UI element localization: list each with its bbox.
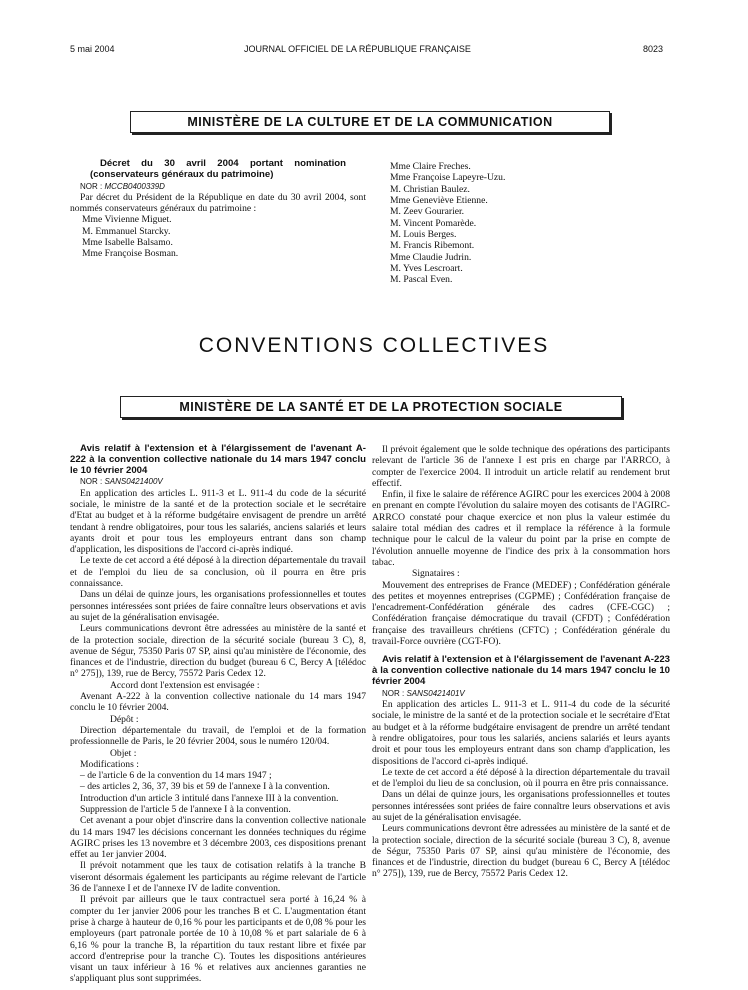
avis1-paragraph: Il prévoit notamment que les taux de cotisation relatifs à la tranche B viseront désormais également les participants au régime relevant de l'article 36 de l'annexe I et de l'annexe IV de ladite convention. [70, 860, 366, 895]
avis-column-right [372, 444, 670, 880]
avis1-signataires-label: Signataires : [412, 568, 460, 580]
list-item: Mme Vivienne Miguet. [82, 214, 172, 226]
list-item: Mme Claudie Judrin. [390, 251, 472, 263]
list-item: M. Vincent Pomarède. [390, 217, 477, 229]
avis1-paragraph: Il prévoit par ailleurs que le taux contractuel sera porté à 16,24 % à compter du 1er janvier 2006 pour les tranches B et C. L'augmentation étant prise à charge à hauteur de 0,16 % pour les participants et de 0,08 % pour les employeurs (part patronale portée de 10 à 10,08 % et part salariale de 6 à 6,16 % pour la tranche B, la répartition du taux restant libre et fixée par accord d'entreprise pour la tranche C). Toutes les dispositions antérieures visant un taux inférieur à 16 % et relatives aux anciennes garanties ne s'appliquant plus sont supprimées. [70, 894, 366, 985]
list-item: – des articles 2, 36, 37, 39 bis et 59 de l'annexe I à la convention. [80, 781, 330, 793]
avis2-nor: NOR : SANS0421401V [382, 688, 465, 698]
avis1-paragraph: Dans un délai de quinze jours, les organisations professionnelles et toutes personnes intéressées sont priées de faire connaître leurs observations et avis au sujet de la généralisation envisagée. [70, 589, 366, 623]
list-item: M. Christian Baulez. [390, 183, 470, 195]
avis1-accord-text: Avenant A-222 à la convention collective nationale du 14 mars 1947 conclu le 10 février 2004. [70, 691, 366, 714]
avis1-paragraph: En application des articles L. 911-3 et L. 911-4 du code de la sécurité sociale, le ministre de la santé et de la protection sociale et le secrétaire d'Etat au budget et à la réforme budgétaire envisagent de prendre un arrêté tendant à rendre obligatoires, pour tous les salariés, anciens salariés et leurs ayants droit et pour tous les employeurs entrant dans son champ d'application, les dispositions de l'accord ci-après indiqué. [70, 487, 366, 556]
decree-title: Décret du 30 avril 2004 portant nomination (conservateurs généraux du patrimoine) [90, 158, 346, 180]
list-item: M. Zeev Gourarier. [390, 206, 465, 218]
decree-nor: NOR : MCCB0400339D [80, 181, 165, 191]
ministry-culture-banner: MINISTÈRE DE LA CULTURE ET DE LA COMMUNICATION [130, 111, 610, 133]
avis1-suppression: Suppression de l'article 5 de l'annexe I à la convention. [80, 804, 291, 815]
list-item: M. Pascal Even. [390, 274, 453, 286]
avis1-modifs-label: Modifications : [80, 758, 139, 770]
list-item: – de l'article 6 de la convention du 14 mars 1947 ; [80, 770, 272, 782]
list-item: Mme Geneviève Etienne. [390, 195, 488, 207]
names-right-list [390, 161, 680, 286]
header-journal: JOURNAL OFFICIEL DE LA RÉPUBLIQUE FRANÇAISE [244, 44, 471, 54]
avis1-paragraph: Enfin, il fixe le salaire de référence AGIRC pour les exercices 2004 à 2008 en prenant en compte l'évolution du salaire moyen des cotisants de l'AGIRC-ARRCO constaté pour chaque exercice et non plus la valeur estimée du salaire total médian des cadres et il remplace la référence à la formule technique pour le calcul de la valeur du point par la prise en compte de l'évolution annuelle moyenne de l'indice des prix à la consommation hors tabac. [372, 489, 670, 568]
list-item: M. Francis Ribemont. [390, 240, 475, 252]
avis1-title: Avis relatif à l'extension et à l'élargissement de l'avenant A-222 à la convention collective nationale du 14 mars 1947 conclu le 10 février 2004 [70, 443, 366, 476]
avis1-column-left [70, 444, 366, 985]
list-item: Mme Françoise Bosman. [82, 248, 179, 260]
decree-intro: Par décret du Président de la République en date du 30 avril 2004, sont nommés conservateurs généraux du patrimoine : [70, 191, 366, 215]
list-item: M. Yves Lescroart. [390, 263, 463, 275]
avis1-paragraph: Leurs communications devront être adressées au ministère de la santé et de la protection sociale, direction de la sécurité sociale (bureau 3 C), 8, avenue de Ségur, 75350 Paris 07 SP, ainsi qu'au ministère de l'économie, des finances et de l'industrie, direction du budget (bureau 6 C, Bercy A [télédoc n° 275]), 139, rue de Bercy, 75572 Paris Cedex 12. [70, 623, 366, 680]
avis1-objet-label: Objet : [110, 747, 137, 759]
avis1-signataires: Mouvement des entreprises de France (MEDEF) ; Confédération générale des petites et moyennes entreprises (CGPME) ; Confédération française de l'encadrement-Confédération générale des cadres (CFE-CGC) ; Confédération française démocratique du travail (CFDT) ; Confédération française des travailleurs chrétiens (CFTC) ; Confédération générale du travail-Force ouvrière (CGT-FO). [372, 579, 670, 648]
header-page: 8023 [643, 44, 664, 54]
avis1-paragraph: Il prévoit également que le solde technique des opérations des participants relevant de l'article 36 de l'annexe I est pris en charge par l'ARRCO, à compter de l'exercice 2004. Il introduit un article relatif au rendement brut effectif. [372, 444, 670, 489]
avis1-paragraph: Le texte de cet accord a été déposé à la direction départementale du travail et de l'emploi du lieu de sa conclusion, où il pourra en être pris connaissance. [70, 555, 366, 590]
avis2-paragraph: Le texte de cet accord a été déposé à la direction départementale du travail et de l'emploi du lieu de sa conclusion, où il pourra en être pris connaissance. [372, 766, 670, 790]
avis1-nor: NOR : SANS0421400V [80, 477, 163, 487]
conventions-heading: CONVENTIONS COLLECTIVES [198, 334, 550, 357]
names-left-list [70, 214, 366, 259]
list-item: M. Emmanuel Starcky. [82, 225, 171, 237]
list-item: M. Louis Berges. [390, 229, 457, 241]
avis2-title: Avis relatif à l'extension et à l'élargissement de l'avenant A-223 à la convention collective nationale du 14 mars 1947 conclu le 10 février 2004 [372, 654, 670, 687]
avis1-paragraph: Cet avenant a pour objet d'inscrire dans la convention collective nationale du 14 mars 1947 les décisions concernant les données techniques du régime AGIRC prises les 13 novembre et 3 décembre 2003, ces dispositions prenant effet au 1er janvier 2004. [70, 815, 366, 861]
ministry-sante-banner: MINISTÈRE DE LA SANTÉ ET DE LA PROTECTION SOCIALE [120, 396, 622, 418]
avis1-depot-text: Direction départementale du travail, de l'emploi et de la formation professionnelle de Paris, le 20 février 2004, sous le numéro 120/04. [70, 724, 366, 748]
avis2-paragraph: Dans un délai de quinze jours, les organisations professionnelles et toutes personnes intéressées sont priées de faire connaître leurs observations et avis au sujet de la généralisation envisagée. [372, 789, 670, 823]
decree-column [70, 159, 366, 260]
avis2-paragraph: En application des articles L. 911-3 et L. 911-4 du code de la sécurité sociale, le ministre de la santé et de la protection sociale et le secrétaire d'Etat au budget et à la réforme budgétaire envisagent de prendre un arrêté tendant à rendre obligatoires, pour tous les salariés, anciens salariés et leurs ayants droit et pour tous les employeurs entrant dans son champ d'application, les dispositions de l'accord ci-après indiqué. [372, 699, 670, 767]
avis1-depot-label: Dépôt : [110, 713, 139, 725]
header-date: 5 mai 2004 [70, 44, 115, 54]
list-item: Mme Françoise Lapeyre-Uzu. [390, 172, 506, 184]
avis1-accord-label: Accord dont l'extension est envisagée : [110, 679, 260, 691]
list-item: Mme Claire Freches. [390, 161, 471, 172]
avis2-paragraph: Leurs communications devront être adressées au ministère de la santé et de la protection sociale, direction de la sécurité sociale (bureau 3 C), 8, avenue de Ségur, 75350 Paris 07 SP, ainsi qu'au ministère de l'économie, des finances et de l'industrie, direction du budget (bureau 6 C, Bercy A [télédoc n° 275]), 139, rue de Bercy, 75572 Paris Cedex 12. [372, 823, 670, 880]
avis1-intro-art3: Introduction d'un article 3 intitulé dans l'annexe III à la convention. [80, 792, 339, 804]
list-item: Mme Isabelle Balsamo. [82, 237, 173, 249]
